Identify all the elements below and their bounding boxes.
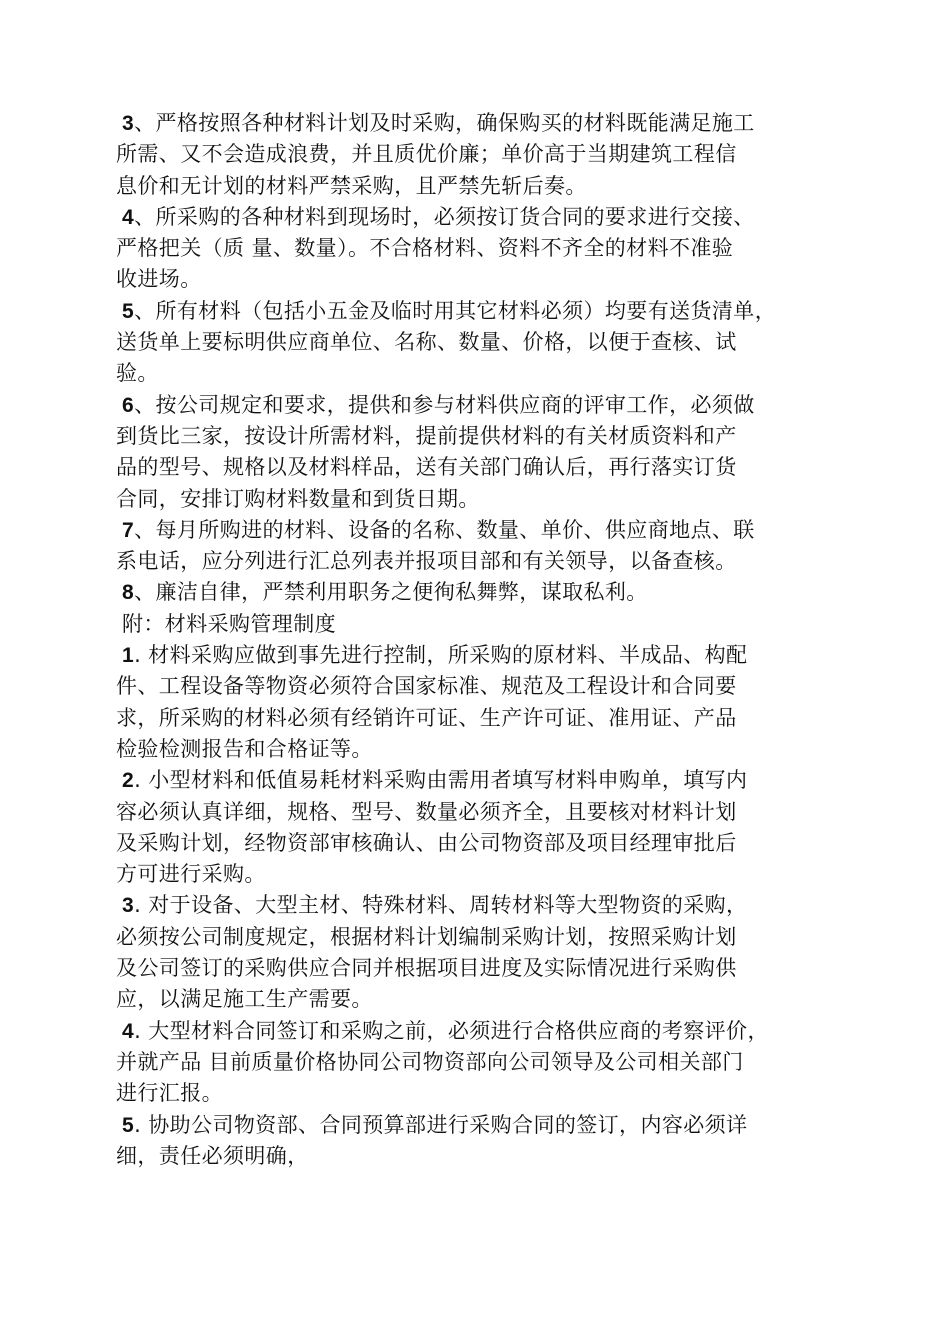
paragraph (116, 515, 856, 578)
line-text: 及采购计划，经物资部审核确认、由公司物资部及项目经理审批后 (116, 830, 737, 855)
text-line (116, 1078, 856, 1109)
paragraph (116, 890, 856, 1015)
item-number: 8 (122, 581, 135, 605)
item-number: 5 (122, 1113, 135, 1137)
line-text: 验。 (116, 361, 159, 386)
item-number: 6 (122, 393, 135, 417)
text-line (116, 202, 856, 233)
line-text: . 协助公司物资部、合同预算部进行采购合同的签订，内容必须详 (134, 1112, 748, 1137)
line-text: . 小型材料和低值易耗材料采购由需用者填写材料申购单，填写内 (134, 768, 748, 793)
text-line (116, 922, 856, 953)
line-text: 送货单上要标明供应商单位、名称、数量、价格，以便于查核、试 (116, 330, 737, 355)
text-line (116, 640, 856, 671)
text-line (116, 264, 856, 295)
line-text: 品的型号、规格以及材料样品，送有关部门确认后，再行落实订货 (116, 455, 737, 480)
text-line (116, 171, 856, 202)
paragraph (116, 296, 856, 390)
paragraph (116, 390, 856, 515)
text-line (116, 108, 856, 139)
text-line (116, 1016, 856, 1047)
line-text: 件、工程设备等物资必须符合国家标准、规范及工程设计和合同要 (116, 674, 737, 699)
line-text: 求，所采购的材料必须有经销许可证、生产许可证、准用证、产品 (116, 705, 737, 730)
line-text: 息价和无计划的材料严禁采购，且严禁先斩后奏。 (116, 173, 587, 198)
item-number: 3 (122, 112, 135, 135)
line-text: 、廉洁自律，严禁利用职务之便徇私舞弊，谋取私利。 (134, 580, 648, 605)
text-line (116, 296, 856, 327)
item-number: 2 (122, 769, 135, 793)
text-line (116, 953, 856, 984)
item-number: 7 (122, 518, 135, 542)
text-line (116, 671, 856, 702)
text-line (116, 452, 856, 483)
line-text: 容必须认真详细，规格、型号、数量必须齐全，且要核对材料计划 (116, 799, 737, 824)
text-line (116, 515, 856, 546)
text-line (116, 797, 856, 828)
paragraph (116, 202, 856, 296)
line-text: 必须按公司制度规定，根据材料计划编制采购计划，按照采购计划 (116, 924, 737, 949)
text-line (116, 484, 856, 515)
text-line (116, 734, 856, 765)
text-line (116, 1141, 856, 1172)
line-text: 细，责任必须明确， (116, 1143, 309, 1168)
paragraph (116, 1110, 856, 1173)
paragraph (116, 765, 856, 890)
line-text: 所需、又不会造成浪费，并且质优价廉；单价高于当期建筑工程信 (116, 142, 737, 167)
text-line (116, 703, 856, 734)
text-line (116, 1110, 856, 1141)
paragraph (116, 1016, 856, 1110)
paragraph (116, 577, 856, 608)
paragraph (116, 108, 856, 202)
text-line (116, 609, 856, 640)
document-body (116, 108, 856, 1172)
line-text: 附：材料采购管理制度 (122, 611, 336, 636)
line-text: . 大型材料合同签订和采购之前，必须进行合格供应商的考察评价， (134, 1018, 769, 1043)
line-text: 合同，安排订购材料数量和到货日期。 (116, 486, 480, 511)
line-text: 及公司签订的采购供应合同并根据项目进度及实际情况进行采购供 (116, 956, 737, 981)
line-text: 进行汇报。 (116, 1081, 223, 1106)
line-text: 严格把关（质 量、数量）。不合格材料、资料不齐全的材料不准验 (116, 236, 734, 261)
paragraph (116, 640, 856, 765)
text-line (116, 828, 856, 859)
paragraph (116, 609, 856, 640)
line-text: 检验检测报告和合格证等。 (116, 736, 373, 761)
line-text: 、按公司规定和要求，提供和参与材料供应商的评审工作，必须做 (134, 392, 755, 417)
line-text: . 对于设备、大型主材、特殊材料、周转材料等大型物资的采购， (134, 893, 748, 918)
text-line (116, 890, 856, 921)
text-line (116, 327, 856, 358)
item-number: 3 (122, 894, 135, 918)
text-line (116, 577, 856, 608)
text-line (116, 765, 856, 796)
line-text: 、所采购的各种材料到现场时，必须按订货合同的要求进行交接、 (134, 204, 755, 229)
line-text: 系电话，应分列进行汇总列表并报项目部和有关领导，以备查核。 (116, 549, 737, 574)
line-text: 到货比三家，按设计所需材料，提前提供材料的有关材质资料和产 (116, 423, 737, 448)
text-line (116, 139, 856, 170)
text-line (116, 859, 856, 890)
line-text: 应，以满足施工生产需要。 (116, 987, 373, 1012)
line-text: . 材料采购应做到事先进行控制，所采购的原材料、半成品、构配 (134, 643, 748, 668)
item-number: 1 (122, 644, 135, 668)
text-line (116, 546, 856, 577)
line-text: 、每月所购进的材料、设备的名称、数量、单价、供应商地点、联 (134, 517, 755, 542)
text-line (116, 984, 856, 1015)
item-number: 5 (122, 299, 135, 323)
item-number: 4 (122, 1019, 135, 1043)
text-line (116, 233, 856, 264)
text-line (116, 1047, 856, 1078)
line-text: 并就产品 目前质量价格协同公司物资部向公司领导及公司相关部门 (116, 1049, 744, 1074)
text-line (116, 358, 856, 389)
line-text: 收进场。 (116, 267, 202, 292)
item-number: 4 (122, 205, 135, 229)
text-line (116, 390, 856, 421)
text-line (116, 421, 856, 452)
line-text: 、严格按照各种材料计划及时采购，确保购买的材料既能满足施工 (134, 111, 755, 135)
line-text: 方可进行采购。 (116, 862, 266, 887)
line-text: 、所有材料（包括小五金及临时用其它材料必须）均要有送货清单， (134, 298, 777, 323)
